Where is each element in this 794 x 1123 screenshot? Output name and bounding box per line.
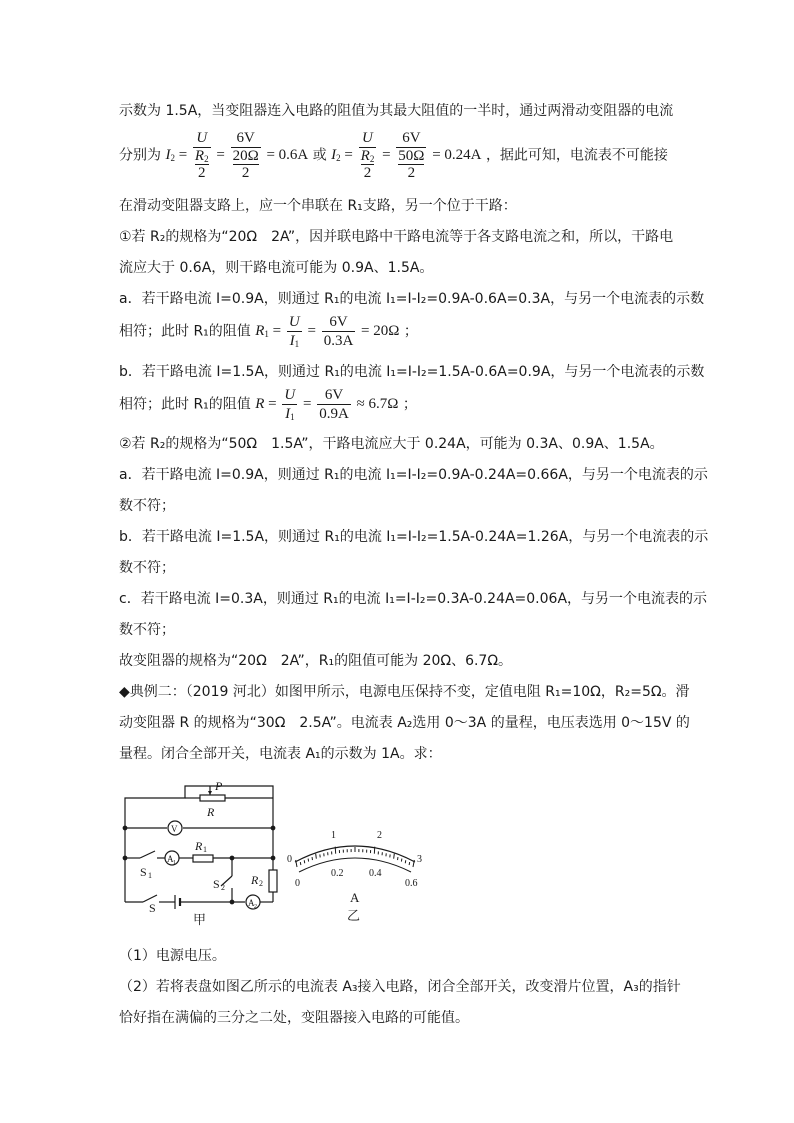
text-line: 数不符； (119, 498, 175, 514)
label-a2-sub: 2 (254, 904, 257, 910)
text-fragment: 分别为 (119, 147, 161, 164)
dial-top-label: 3 (417, 854, 422, 865)
dial-unit: A (350, 890, 360, 905)
label-s2: S (213, 877, 220, 891)
label-v: V (171, 824, 178, 834)
label-s1: S (140, 865, 147, 879)
dial-tick (304, 860, 305, 863)
text-fragment: ，据此可知，电流表不可能接 (485, 147, 668, 164)
dial-top-label: 1 (331, 830, 336, 841)
text-line: c．若干路电流 I=0.3A，则通过 R₁的电流 I₁=I-I₂=0.3A-0.24A=0.06A，与另一个电流表的示 (119, 591, 708, 607)
dial-tick (405, 860, 406, 863)
dial-bottom-label: 0.2 (331, 868, 344, 879)
text-fragment: 或 (312, 147, 327, 164)
question-2-line1: （2）若将表盘如图乙所示的电流表 A₃接入电路，闭合全部开关，改变滑片位置，A₃的指针 (119, 979, 681, 995)
text-line: a．若干路电流 I=0.9A，则通过 R₁的电流 I₁=I-I₂=0.9A-0.24A=0.66A，与另一个电流表的示 (119, 467, 708, 483)
text-line: 示数为 1.5A，当变阻器连入电路的阻值为其最大阻值的一半时，通过两滑动变阻器的电流 (119, 103, 674, 119)
text-line: b．若干路电流 I=1.5A，则通过 R₁的电流 I₁=I-I₂=1.5A-0.24A=1.26A，与另一个电流表的示 (119, 529, 709, 545)
label-p: P (215, 779, 223, 793)
text-line: b．若干路电流 I=1.5A，则通过 R₁的电流 I₁=I-I₂=1.5A-0.6A=0.9A，与另一个电流表的示数 (119, 364, 705, 380)
formula-r1: $R_1$ = $\frac{U}{I_1}$ = $\frac{6V}{0.3A}$ = 20Ω (255, 314, 400, 349)
question-1: （1）电源电压。 (119, 948, 226, 964)
dial-tick (409, 862, 410, 865)
label-s: S (149, 901, 156, 915)
ammeter-dial (287, 830, 422, 923)
caption-yi: 乙 (347, 908, 361, 923)
formula-line-currents (119, 129, 668, 189)
label-r1-sub: 1 (203, 845, 207, 854)
caption-jia: 甲 (193, 912, 207, 927)
formula-i2-50: $I_2$ = $\frac{U}{\frac{R_2}{2}}$ = $\frac{6V}{\frac{50\Omega}{2}}$ = 0.24A (331, 130, 482, 181)
text-line: 在滑动变阻器支路上，应一个串联在 R₁支路，另一个位于干路： (119, 198, 517, 214)
label-r: R (207, 805, 215, 819)
label-r2-sub: 2 (259, 879, 263, 888)
text-line: a．若干路电流 I=0.9A，则通过 R₁的电流 I₁=I-I₂=0.9A-0.6A=0.3A，与另一个电流表的示数 (119, 291, 705, 307)
label-r1: R (195, 839, 203, 853)
text-line: 量程。闭合全部开关，电流表 A₁的示数为 1A。求： (119, 746, 442, 762)
label-r2: R (251, 873, 259, 887)
formula-line-r-67: 相符；此时 R₁的阻值 R = $\frac{U}{I_1}$ = $\frac{6V}{0.9A}$ ≈ 6.7Ω ； (119, 387, 417, 422)
dial-top-label: 0 (287, 854, 292, 865)
dial-bottom-label: 0.4 (369, 868, 382, 879)
text-line: ◆典例二：（2019 河北）如图甲所示，电源电压保持不变，定值电阻 R₁=10Ω，R₂=5Ω。滑 (119, 684, 690, 700)
text-line: ②若 R₂的规格为“50Ω 1.5A”，干路电流应大于 0.24A，可能为 0.3A、0.9A、1.5A。 (119, 436, 664, 452)
text-line: 动变阻器 R 的规格为“30Ω 2.5A”。电流表 A₂选用 0～3A 的量程，电压表选用 0～15V 的 (119, 715, 690, 731)
formula-line-r1-20: 相符；此时 R₁的阻值 $R_1$ = $\frac{U}{I_1}$ = $\frac{6V}{0.3A}$ = 20Ω ； (119, 314, 418, 349)
formula-i2-20: $I_2$ = $\frac{U}{\frac{R_2}{2}}$ = $\frac{6V}{\frac{20\Omega}{2}}$ = 0.6A (165, 130, 309, 181)
text-line: 数不符； (119, 622, 175, 638)
text-line: ①若 R₂的规格为“20Ω 2A”，因并联电路中干路电流等于各支路电流之和，所以，干路电 (119, 229, 674, 245)
label-a1-sub: 1 (173, 860, 176, 866)
label-a2: A (248, 898, 255, 908)
label-s1-sub: 1 (148, 871, 152, 880)
dial-top-label: 2 (377, 830, 382, 841)
label-s2-sub: 2 (221, 883, 225, 892)
dial-bottom-label: 0 (295, 878, 300, 889)
question-2-line2: 恰好指在满偏的三分之二处，变阻器接入电路的可能值。 (119, 1010, 469, 1026)
dial-bottom-label: 0.6 (405, 878, 418, 889)
text-line: 流应大于 0.6A，则干路电流可能为 0.9A、1.5A。 (119, 260, 434, 276)
dial-tick (300, 862, 301, 865)
text-line: 数不符； (119, 560, 175, 576)
dial-tick (394, 854, 395, 859)
text-line: 故变阻器的规格为“20Ω 2A”，R₁的阻值可能为 20Ω、6.7Ω。 (119, 653, 513, 669)
dial-tick (316, 854, 317, 859)
formula-r: R = $\frac{U}{I_1}$ = $\frac{6V}{0.9A}$ ≈ 6.7Ω (255, 387, 399, 422)
label-a1: A (167, 854, 174, 864)
circuit-figure (115, 778, 435, 938)
